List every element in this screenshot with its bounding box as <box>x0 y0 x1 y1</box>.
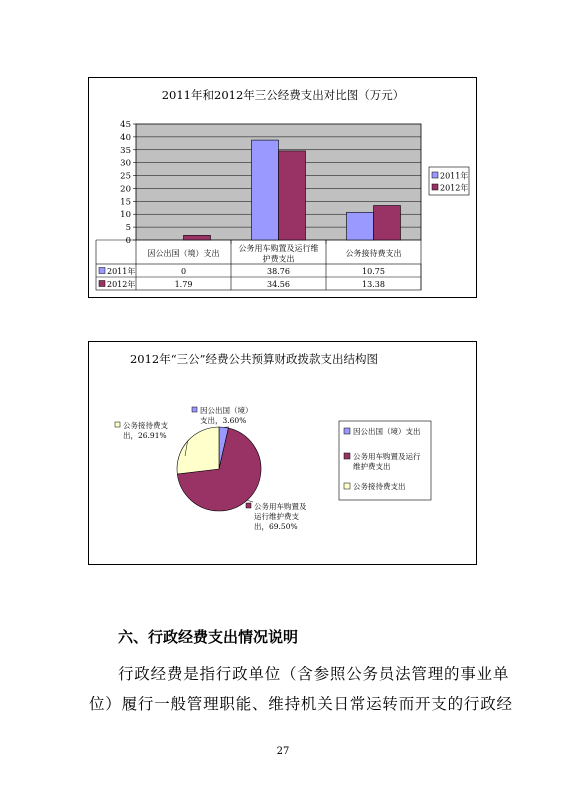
bar-chart <box>89 78 476 297</box>
y-tick-label: 40 <box>120 132 131 143</box>
pie-label-key <box>192 407 197 412</box>
bar-chart-panel <box>88 77 477 298</box>
pie-data-label: 运行维护费支 <box>254 512 299 521</box>
pie-data-label: 公务接待费支 <box>123 421 168 430</box>
bar <box>374 206 401 240</box>
y-tick-label: 25 <box>120 171 131 182</box>
legend-swatch <box>344 428 350 434</box>
pie-data-label: 因公出国（境） <box>200 406 253 415</box>
paragraph-line: 行政经费是指行政单位（含参照公务员法管理的事业单 <box>118 665 510 683</box>
legend-label: 公务接待费支出 <box>353 482 406 491</box>
pie-chart-panel <box>88 341 477 565</box>
data-table-series-name: 2012年 <box>107 280 136 289</box>
pie-data-label: 出，69.50% <box>254 522 298 531</box>
pie-chart <box>89 342 476 564</box>
paragraph-line: 位）履行一般管理职能、维持机关日常运转而开支的行政经 <box>89 695 513 713</box>
data-table-value: 38.76 <box>267 267 290 276</box>
legend-swatch <box>344 483 350 489</box>
data-table-value: 1.79 <box>174 280 193 289</box>
y-tick-label: 20 <box>120 184 131 195</box>
legend-label: 2011年 <box>440 171 469 181</box>
legend-swatch <box>432 172 438 178</box>
legend-label: 维护费支出 <box>353 462 391 471</box>
y-tick-label: 35 <box>120 145 131 156</box>
pie-data-label: 公务用车购置及 <box>254 502 307 511</box>
x-category-label: 护费支出 <box>262 254 295 264</box>
section-heading: 六、行政经费支出情况说明 <box>118 628 299 646</box>
data-table-series-name: 2011年 <box>107 267 136 276</box>
pie-data-label: 支出，3.60% <box>200 416 247 425</box>
legend-swatch <box>344 453 350 459</box>
pie-label-key <box>246 503 251 508</box>
data-table-legend-key <box>99 281 105 287</box>
pie-data-label: 出，26.91% <box>123 431 167 440</box>
legend-swatch <box>432 184 438 190</box>
pie-label-key <box>115 422 120 427</box>
y-tick-label: 15 <box>120 197 131 208</box>
pie-slice <box>177 427 219 474</box>
bar <box>252 140 279 240</box>
x-category-label: 公务用车购置及运行维 <box>238 244 319 253</box>
y-tick-label: 45 <box>120 120 131 130</box>
legend-label: 因公出国（境）支出 <box>353 427 421 436</box>
legend-label: 2012年 <box>440 183 469 193</box>
y-tick-label: 10 <box>120 210 131 221</box>
page-number: 27 <box>276 746 290 757</box>
x-category-label: 公务接待费支出 <box>345 249 402 258</box>
bar <box>347 212 374 240</box>
bar <box>184 235 211 240</box>
data-table-legend-key <box>99 268 105 274</box>
y-tick-label: 5 <box>125 223 131 234</box>
data-table-value: 10.75 <box>362 267 385 276</box>
x-category-label: 因公出国（境）支出 <box>147 249 220 258</box>
chart-title: 2011年和2012年三公经费支出对比图（万元） <box>161 88 405 102</box>
y-tick-label: 30 <box>120 158 131 169</box>
data-table-value: 34.56 <box>267 280 290 289</box>
y-tick-label: 0 <box>125 236 131 246</box>
pie-leader-line <box>247 500 253 502</box>
legend-label: 公务用车购置及运行 <box>353 452 421 461</box>
data-table-value: 13.38 <box>362 280 385 289</box>
bar <box>279 151 306 240</box>
chart-title: 2012年“三公”经费公共预算财政拨款支出结构图 <box>129 352 379 366</box>
data-table-value: 0 <box>180 267 187 276</box>
